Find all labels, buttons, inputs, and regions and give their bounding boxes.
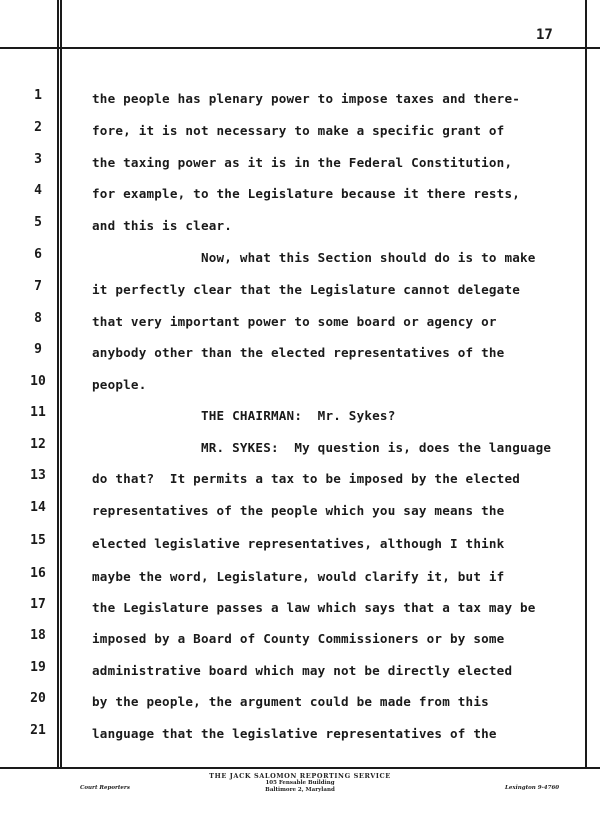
line-number: 20 [30, 691, 46, 706]
line-number: 19 [30, 660, 46, 675]
transcript-line: and this is clear. [92, 218, 233, 233]
line-number: 12 [30, 437, 46, 452]
transcript-line: imposed by a Board of County Commissioners or by some [92, 631, 505, 646]
transcript-line: Now, what this Section should do is to make [92, 250, 536, 265]
transcript-line: MR. SYKES: My question is, does the language [92, 440, 552, 455]
footer-address-line: 105 Fensable Building [265, 780, 335, 786]
transcript-line: THE CHAIRMAN: Mr. Sykes? [92, 408, 396, 423]
footer-address-line: Baltimore 2, Maryland [265, 787, 335, 793]
transcript-line: anybody other than the elected representatives of the [92, 345, 505, 360]
footer-firm-name: THE JACK SALOMON REPORTING SERVICE [209, 772, 391, 780]
line-number: 15 [30, 533, 46, 548]
line-number: 18 [30, 628, 46, 643]
line-number: 9 [34, 342, 42, 357]
page-number: 17 [536, 27, 553, 43]
line-number: 21 [30, 723, 46, 738]
left-margin-rule-inner [60, 0, 62, 768]
transcript-line: the people has plenary power to impose taxes and there- [92, 91, 521, 106]
transcript-line: the taxing power as it is in the Federal Constitution, [92, 155, 513, 170]
transcript-line: the Legislature passes a law which says that a tax may be [92, 600, 536, 615]
transcript-line: it perfectly clear that the Legislature cannot delegate [92, 282, 521, 297]
transcript-line: people. [92, 377, 147, 392]
line-number: 14 [30, 500, 46, 515]
transcript-line: representatives of the people which you say means the [92, 503, 505, 518]
transcript-line: by the people, the argument could be made from this [92, 694, 489, 709]
footer-rule [0, 767, 600, 769]
line-number: 11 [30, 405, 46, 420]
transcript-line: for example, to the Legislature because it there rests, [92, 186, 521, 201]
line-number: 13 [30, 468, 46, 483]
right-margin-rule [585, 0, 587, 768]
footer-phone: Lexington 9-4760 [505, 785, 560, 791]
line-number: 3 [34, 152, 42, 167]
transcript-line: administrative board which may not be directly elected [92, 663, 513, 678]
transcript-line: do that? It permits a tax to be imposed by the elected [92, 471, 521, 486]
line-number: 2 [34, 120, 42, 135]
transcript-line: fore, it is not necessary to make a specific grant of [92, 123, 505, 138]
footer-court-reporters: Court Reporters [80, 785, 130, 791]
transcript-line: maybe the word, Legislature, would clarify it, but if [92, 569, 505, 584]
transcript-line: elected legislative representatives, although I think [92, 536, 505, 551]
left-margin-rule-outer [57, 0, 59, 768]
line-number: 6 [34, 247, 42, 262]
line-number: 5 [34, 215, 42, 230]
transcript-line: language that the legislative representatives of the [92, 726, 497, 741]
line-number: 4 [34, 183, 42, 198]
header-rule [0, 47, 600, 49]
line-number: 1 [34, 88, 42, 103]
line-number: 17 [30, 597, 46, 612]
line-number: 8 [34, 311, 42, 326]
line-number: 10 [30, 374, 46, 389]
transcript-line: that very important power to some board or agency or [92, 314, 497, 329]
line-number: 16 [30, 566, 46, 581]
line-number: 7 [34, 279, 42, 294]
